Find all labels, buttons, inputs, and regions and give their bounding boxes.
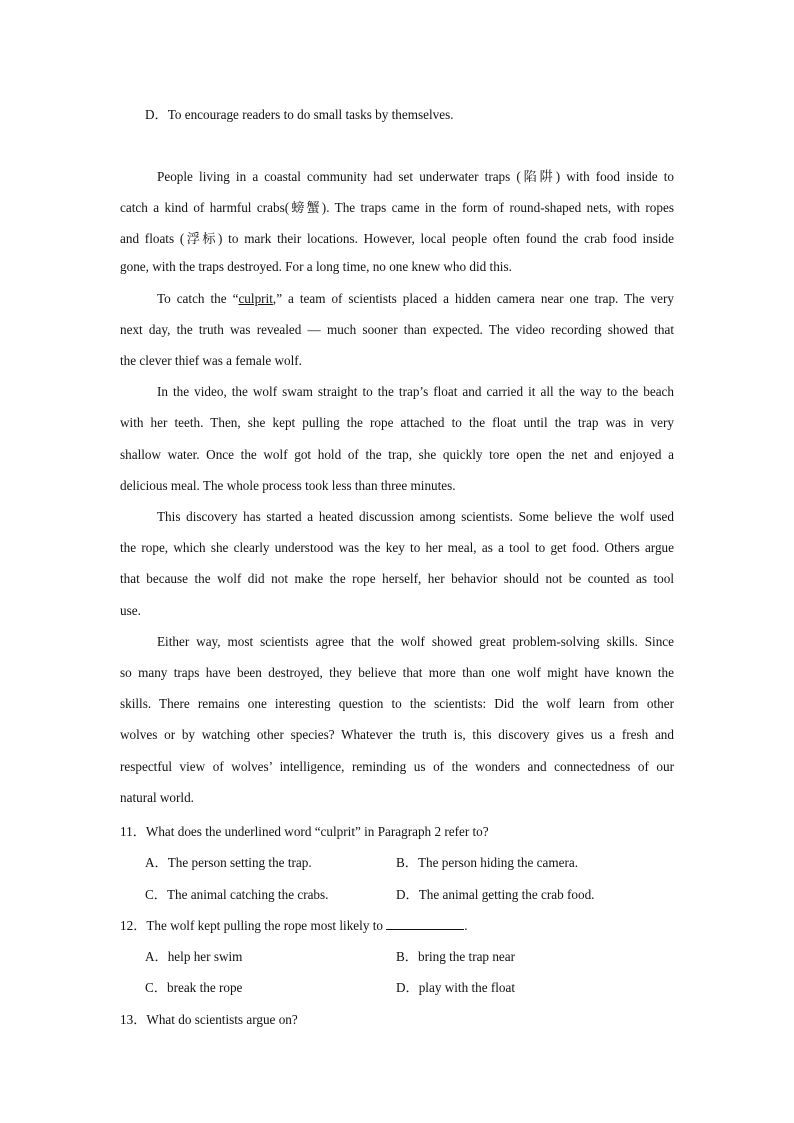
question-11-option-c: C．The animal catching the crabs. [145,887,329,902]
question-12-stem-end: . [464,918,468,933]
paragraph-1-line-1: People living in a coastal community had set underwater traps (陷阱) with food inside to [157,169,674,184]
paragraph-2-rest: ,” a team of scientists placed a hidden camera near one trap. The very [272,291,675,306]
answer-blank[interactable] [386,917,464,930]
paragraph-3-line-2: with her teeth. Then, she kept pulling the rope attached to the float until the trap was in very [120,415,674,430]
question-12-option-d: D．play with the float [396,980,516,995]
paragraph-2-line-3: the clever thief was a female wolf. [120,353,302,368]
paragraph-5-line-2: so many traps have been destroyed, they believe that more than one wolf might have known the [120,665,674,680]
paragraph-3-line-1: In the video, the wolf swam straight to the trap’s float and carried it all the way to the beach [157,384,674,399]
question-12-option-c: C．break the rope [145,980,243,995]
question-11-stem: 11．What does the underlined word “culprit” in Paragraph 2 refer to? [120,824,489,839]
paragraph-4-line-2: the rope, which she clearly understood was the key to her meal, as a tool to get food. Others argue [120,540,674,555]
previous-option-d: D．To encourage readers to do small tasks by themselves. [145,107,454,122]
question-11-option-a: A．The person setting the trap. [145,855,312,870]
question-12-option-b: B．bring the trap near [396,949,516,964]
question-12-stem-text: 12．The wolf kept pulling the rope most likely to [120,918,383,933]
paragraph-2-line-2: next day, the truth was revealed — much sooner than expected. The video recording showed that [120,322,674,337]
paragraph-5-line-1: Either way, most scientists agree that the wolf showed great problem-solving skills. Since [157,634,674,649]
paragraph-4-line-4: use. [120,603,141,618]
question-11-option-b: B．The person hiding the camera. [396,855,579,870]
paragraph-1-line-4: gone, with the traps destroyed. For a long time, no one knew who did this. [120,259,512,274]
paragraph-2-lead: To catch the “ [157,291,239,306]
paragraph-3-line-4: delicious meal. The whole process took less than three minutes. [120,478,456,493]
paragraph-1-line-2: catch a kind of harmful crabs(螃蟹). The traps came in the form of round-shaped nets, with ropes [120,200,674,215]
paragraph-1-line-3: and floats (浮标) to mark their locations. However, local people often found the crab food inside [120,231,674,246]
question-12-stem [120,915,468,934]
paragraph-4-line-1: This discovery has started a heated discussion among scientists. Some believe the wolf used [157,509,674,524]
paragraph-5-line-5: respectful view of wolves’ intelligence, reminding us of the wonders and connectedness of our [120,759,674,774]
question-12-option-a: A．help her swim [145,949,243,964]
paragraph-4-line-3: that because the wolf did not make the rope herself, her behavior should not be counted as tool [120,571,674,586]
question-11-option-d: D．The animal getting the crab food. [396,887,595,902]
paragraph-5-line-4: wolves or by watching other species? Whatever the truth is, this discovery gives us a fresh and [120,727,674,742]
paragraph-5-line-3: skills. There remains one interesting question to the scientists: Did the wolf learn from other [120,696,674,711]
paragraph-2-line-1 [157,291,674,307]
paragraph-3-line-3: shallow water. Once the wolf got hold of the trap, she quickly tore open the net and enjoyed a [120,447,674,462]
paragraph-5-line-6: natural world. [120,790,194,805]
question-13-stem: 13．What do scientists argue on? [120,1012,298,1027]
underlined-word-culprit: culprit [238,291,273,306]
